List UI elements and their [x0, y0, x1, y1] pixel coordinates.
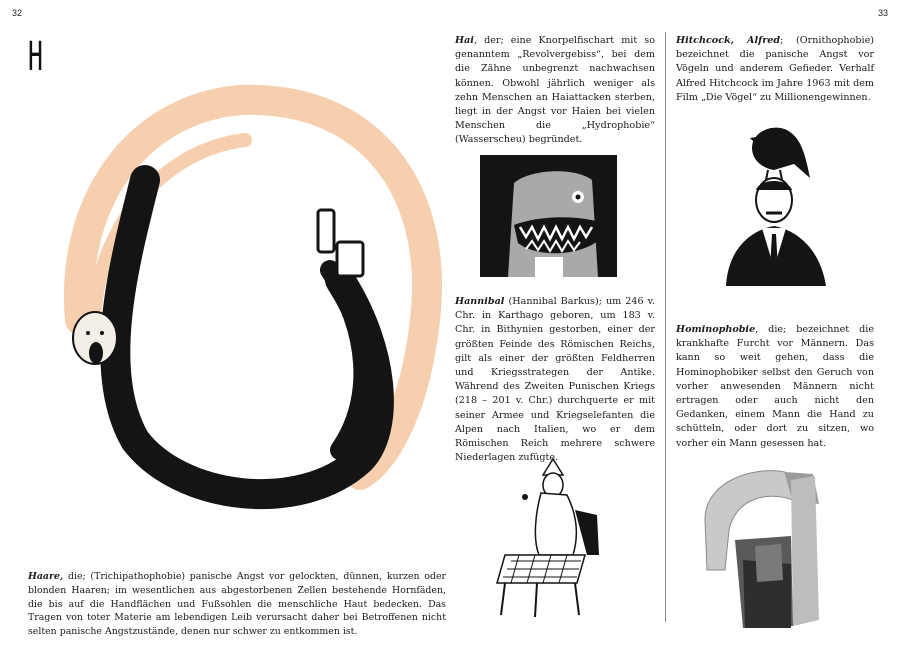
entry-hominophobie-term: Hominophobie — [676, 324, 756, 335]
entry-hominophobie-text: , die; bezeichnet die krankhafte Furcht vor Männern. Das kann so weit gehen, dass die Hominophobiker selbst den Geruch von vorher anwesenden Männern nicht ertragen oder auch nicht den Gedanken, einem Mann die Hand zu schütteln, oder dort zu sitzen, wo vorher ein Mann gesessen hat. — [676, 324, 874, 449]
entry-hannibal-term: Hannibal — [455, 296, 505, 307]
page-number-left: 32 — [12, 8, 23, 18]
hominophobie-collage — [695, 460, 845, 632]
entry-hai-term: Hai — [455, 35, 474, 46]
hannibal-illustration — [495, 455, 615, 620]
entry-hai-text: , der; eine Knorpelfischart mit so genanntem „Revolvergebiss“, bei dem die Zähne unbegrenzt nachwachsen können. Obwohl jährlich weniger als zehn Menschen an Haiattacken sterben, liegt in der Angst vor Haien bei vielen Menschen die „Hydrophobie“ (Wasserscheu) begründet. — [455, 35, 655, 146]
entry-hitchcock-text: ; (Ornithophobie) bezeichnet die panische Angst vor Vögeln und anderem Gefieder. Verhalf Alfred Hitchcock im Jahre 1963 mit dem Film „Die Vögel“ zu Millionengewinnen. — [676, 35, 874, 103]
entry-haare — [28, 570, 446, 639]
hai-illustration — [480, 155, 617, 277]
column-divider — [665, 32, 666, 622]
hitchcock-illustration — [722, 118, 832, 286]
haare-illustration — [40, 70, 460, 510]
entry-haare-term: Haare, — [28, 571, 64, 582]
entry-haare-text: die; (Trichipathophobie) panische Angst vor gelockten, dünnen, kurzen oder blonden Haaren; im wesentlichen aus abgestorbenen Zellen bestehende Hornfäden, die bis auf die Handflächen und Fußsohlen die menschliche Haut bedecken. Das Tragen von toter Materie am lebendigen Leib verursacht daher bei Betroffenen nicht selten panische Angstzustände, denen nur schwer zu entkommen ist. — [28, 571, 446, 638]
entry-hannibal — [455, 295, 655, 465]
entry-hai — [455, 34, 655, 148]
entry-hitchcock — [676, 34, 874, 105]
page-number-right: 33 — [877, 8, 888, 18]
section-letter: H — [28, 34, 43, 80]
entry-hitchcock-term: Hitchcock, Alfred — [676, 35, 781, 46]
entry-hannibal-text: (Hannibal Barkus); um 246 v. Chr. in Karthago geboren, um 183 v. Chr. in Bithynien gestorben, einer der größten Feinde des Römischen Reichs, gilt als einer der größten Feldherren und Kriegsstrategen der Antike. Während des Zweiten Punischen Kriegs (218 – 201 v. Chr.) durchquerte er mit seiner Armee und Kriegselefanten die Alpen nach Italien, wo er dem Römischen Reich mehrere schwere Niederlagen zufügte. — [455, 296, 655, 464]
entry-hominophobie — [676, 323, 874, 451]
